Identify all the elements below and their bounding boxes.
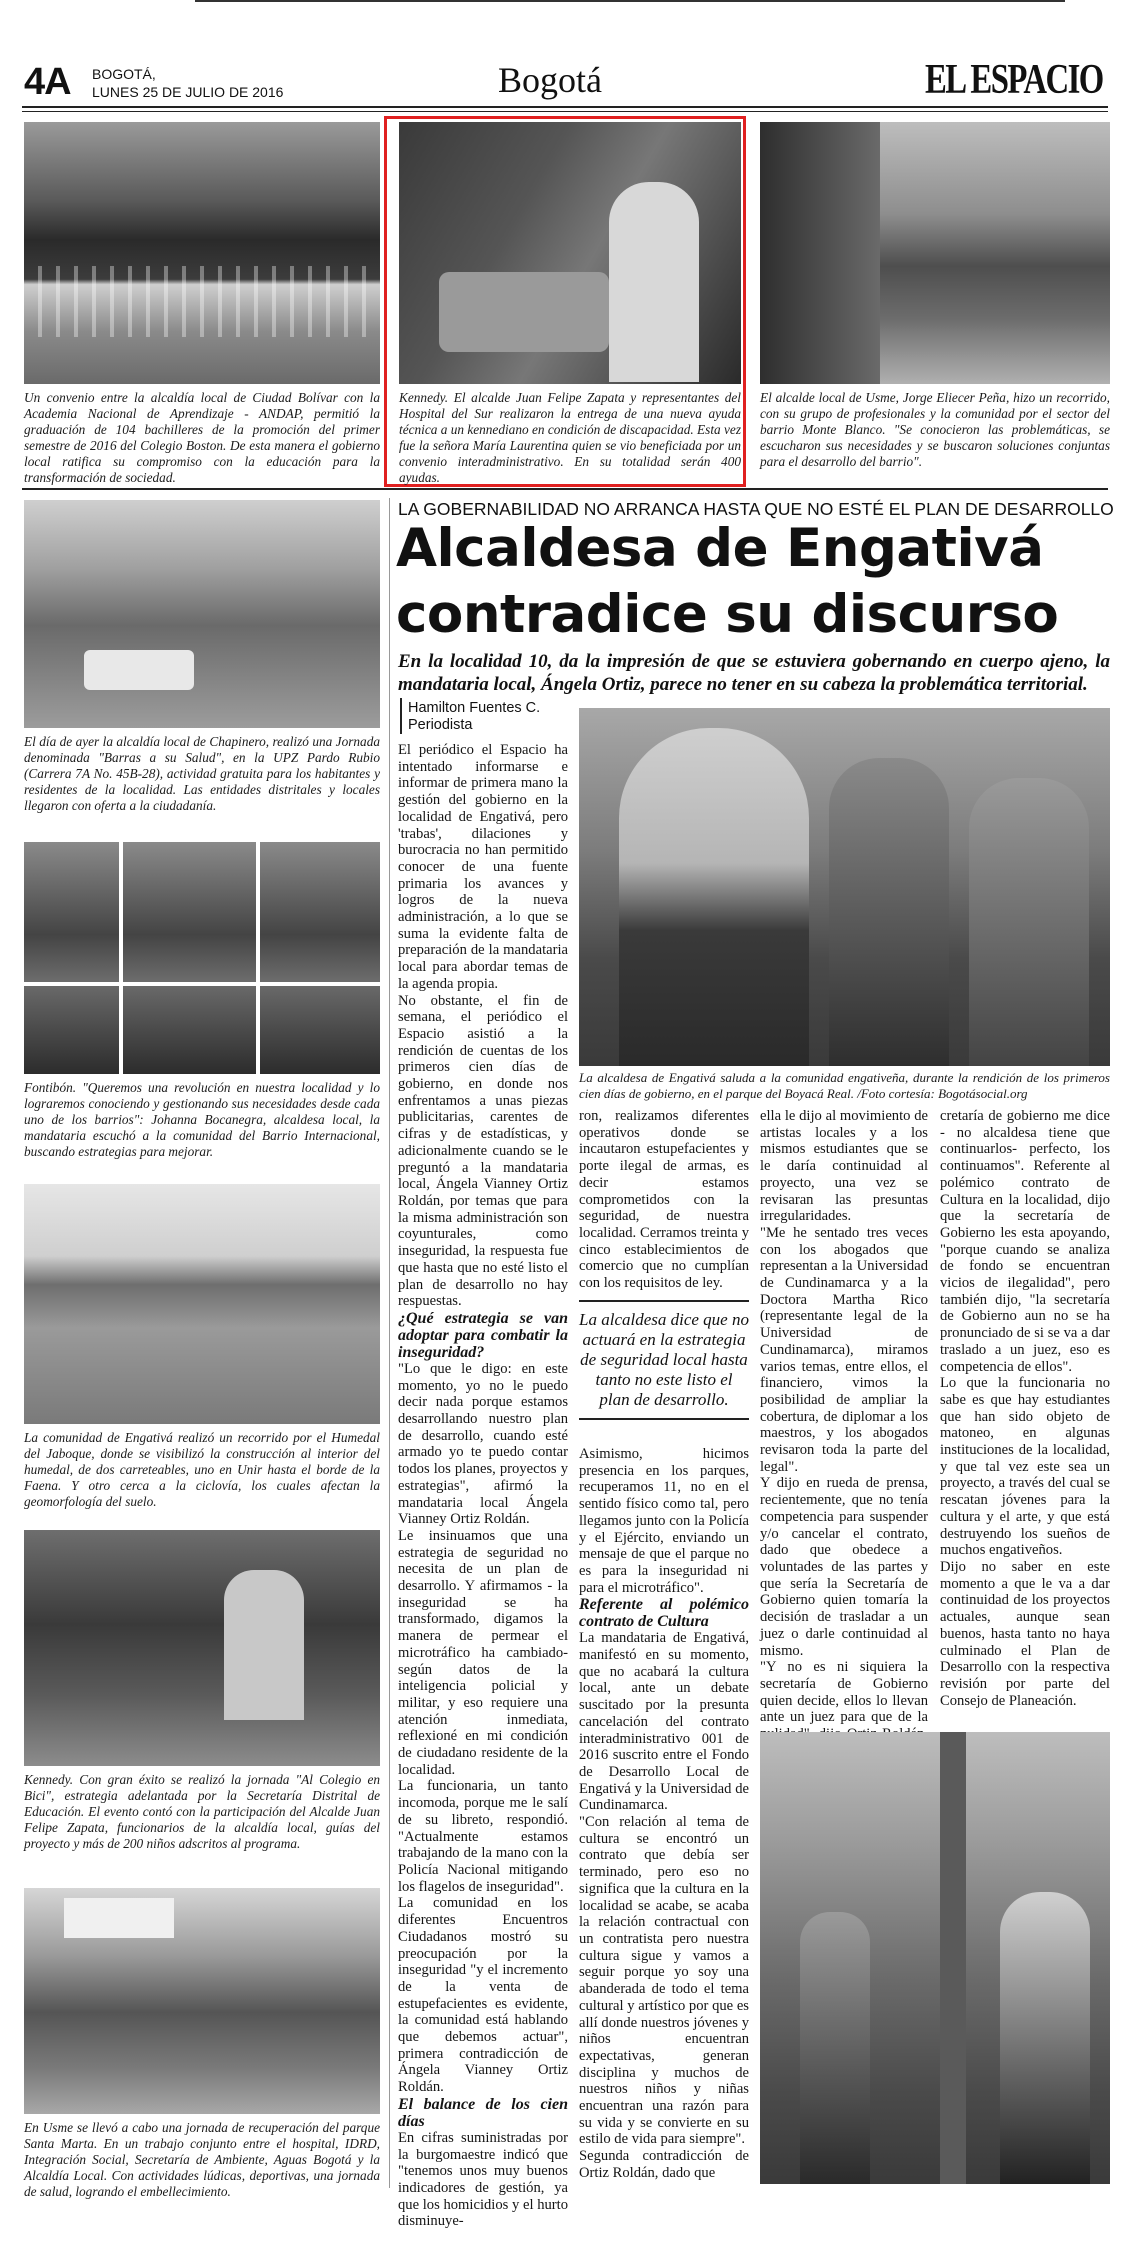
photo-bici <box>24 1530 380 1766</box>
newspaper-logo: EL ESPACIO <box>925 57 1103 103</box>
paragraph: Lo que la funcionaria no sabe es que hay estudiantes que han sido objeto de matoneo, en algunas instituciones de la localidad, y que tal vez este sea un proyecto, a través del cual se rescatan jóvenes para la cultura y el arte, y que está destruyendo los sueños de muchos engativeños. <box>940 1375 1110 1559</box>
paragraph: La comunidad en los diferentes Encuentros Ciudadanos mostró su preocupación por la inseguridad "y el incremento de la venta de estupefacientes es evidente, la comunidad está hablando que debemos actuar", primera contradicción de Ángela Vianney Ortiz Roldán. <box>398 1895 568 2096</box>
caption-bici: Kennedy. Con gran éxito se realizó la jornada "Al Colegio en Bici", estrategia adelantada por la Secretaría Distrital de Educación. El evento contó con la participación del Alcalde Juan Felipe Zapata, funcionarios de la alcaldía local, guías del proyecto y más de 200 niños adscritos al programa. <box>24 1772 380 1851</box>
paragraph: "Con relación al tema de cultura se encontró un contrato que debía ser terminado, pero eso no significa que la cultura en la localidad se acabe, se acaba la relación contractual con un contratista pero nuestra cultura sigue y vamos a seguir porque yo soy una abanderada de todo el tema cultural y artístico por que es allí donde nuestros jóvenes y niños encuentran expectativas, generan disciplina y muchos de nuestros niños y niñas encuentran una razón para su vida y se convierte en su estilo de vida para siempre". <box>579 1814 749 2148</box>
masthead-date: LUNES 25 DE JULIO DE 2016 <box>92 84 284 100</box>
column-divider <box>389 498 390 2188</box>
headline-line-2: contradice su discurso <box>396 584 1059 645</box>
paragraph: Segunda contradicción de Ortiz Roldán, dado que <box>579 2148 749 2181</box>
paragraph: El periódico el Espacio ha intentado informarse e informar de primera mano la gestión del gobierno en la localidad de Engativá, pero 'trabas', dilaciones y burocracia no han permitido conocer de una fuente primaria los avances y logros de la nueva administración, a lo que se suma la evidente falta de preparación de la mandataria local para abordar temas de la agenda propia. <box>398 742 568 992</box>
paragraph: ron, realizamos diferentes operativos donde se incautaron estupefacientes y porte ilegal de armas, es decir estamos comprometidos con la seguridad, de nuestra localidad. Cerramos treinta y cinco establecimientos de comercio que no cumplían con los requisitos de ley. <box>579 1108 749 1292</box>
byline-name: Hamilton Fuentes C. <box>408 700 541 716</box>
caption-santa-marta: En Usme se llevó a cabo una jornada de recuperación del parque Santa Marta. En un trabajo conjunto entre el hospital, IDRD, Integración Social, Secretaría de Ambiente, Aguas Bogotá y la Alcaldía Local. Con actividades lúdicas, deportivas, una jornada de salud, logrando el embellecimiento. <box>24 2120 380 2199</box>
photo-graduation <box>24 122 380 384</box>
caption-disability-aid: Kennedy. El alcalde Juan Felipe Zapata y representantes del Hospital del Sur realizaron la entrega de una nueva ayuda técnica a un kennediano en condición de discapacidad. Esta vez fue la señora María Laurentina quien se vio beneficiada por un convenio interadministrativo. En su totalidad serán 400 ayudas. <box>399 390 741 485</box>
photo-fontibon <box>24 842 380 1074</box>
pull-quote-text: La alcaldesa dice que no actuará en la estrategia de seguridad local hasta tanto no este listo el plan de desarrollo. <box>579 1310 749 1409</box>
caption-chapinero: El día de ayer la alcaldía local de Chapinero, realizó una Jornada denominada "Barras a su Salud", en la UPZ Pardo Rubio (Carrera 7A No. 45B-28), actividad gratuita para los habitantes y residentes de la localidad. Las entidades distritales y locales llegaron con oferta a la ciudadanía. <box>24 734 380 813</box>
subhead-balance: El balance de los cien días <box>398 2095 568 2130</box>
caption-humedal: La comunidad de Engativá realizó un recorrido por el Humedal del Jaboque, donde se visibilizó la construcción al interior del humedal, de dos carreteables, uno en Unir hasta el borde de la Faena. Y otro cerca a la ciclovía, los cuales afectan la geomorfología del suelo. <box>24 1430 380 1509</box>
masthead-rule-thin <box>22 111 1108 112</box>
paragraph: ella le dijo al movimiento de artistas locales y a los mismos estudiantes que se le daría continuidad al proyecto, una vez se revisaran las presuntas irregularidades. <box>760 1108 928 1225</box>
article-deck: En la localidad 10, da la impresión de que se estuviera gobernando en cuerpo ajeno, la mandataria local, Ángela Ortiz, parece no tener en su cabeza la problemática territorial. <box>398 651 1110 695</box>
section-title: Bogotá <box>498 60 602 100</box>
paragraph: Dijo no saber en este momento a que le va a dar continuidad de los proyectos actuales, aunque sean buenos, hasta tanto no haya culminado el Plan de Desarrollo con la respectiva revisión por parte del Consejo de Planeación. <box>940 1558 1110 1709</box>
article-col-2b <box>579 1446 749 2182</box>
subhead-cultura: Referente al polémico contrato de Cultura <box>579 1596 749 1631</box>
article-col-3 <box>760 1108 928 1776</box>
caption-fontibon: Fontibón. "Queremos una revolución en nuestra localidad y lo lograremos conociendo y gestionando sus necesidades desde cada uno de los barrios": Johanna Bocanegra, alcaldesa local, la mandataria escuchó a la comunidad del Barrio Internacional, buscando estrategias para mejorar. <box>24 1080 380 1159</box>
paragraph: Y dijo en rueda de prensa, recientemente, que no tenía competencia para suspender y/o cancelar el contrato, dado que obedece a voluntades de las partes y que sería la Secretaría de Gobierno quien tomaría la decisión de trasladar a un juez o darle continuidad al mismo. <box>760 1475 928 1659</box>
paragraph: En cifras suministradas por la burgomaestre indicó que "tenemos unos muy buenos indicadores de gestión, ya que los homicidios y el hurto disminuye- <box>398 2129 568 2230</box>
top-edge-line <box>195 0 1065 2</box>
paragraph: "Y no es ni siquiera la secretaría de Gobierno quien decide, ellos lo llevan ante un juez para que de la <box>760 1659 928 1726</box>
photo-chapinero <box>24 500 380 728</box>
photo-monte-blanco <box>760 122 1110 384</box>
subhead-strategy: ¿Qué estrategia se van adoptar para combatir la inseguridad? <box>398 1309 568 1361</box>
article-col-4 <box>940 1108 1110 1709</box>
headline-line-1: Alcaldesa de Engativá <box>396 518 1044 579</box>
masthead-rule <box>22 106 1108 108</box>
pull-quote <box>579 1300 749 1420</box>
masthead-city: BOGOTÁ, <box>92 66 156 82</box>
byline-role: Periodista <box>408 717 473 733</box>
article-col-1 <box>398 742 568 2230</box>
paragraph: "Me he sentado tres veces con los abogados que representan a la Universidad de Cundinamarca y a la Doctora Martha Rico (representante legal de la Universidad de Cundinamarca), miramos varios temas, entre ellos, el financiero, vimos la posibilidad de ampliar la cobertura, de diplomar a los maestros, y los abogados revisaron toda la parte del legal". <box>760 1224 928 1475</box>
page-number: 4A <box>24 61 71 103</box>
paragraph: La funcionaria, un tanto incomoda, porque me le salí de su libreto, respondió. "Actualmente estamos trabajando de la mano con la Policía Nacional mitigando los flagelos de inseguridad". <box>398 1778 568 1895</box>
caption-monte-blanco: El alcalde local de Usme, Jorge Eliecer Peña, hizo un recorrido, con su grupo de profesionales y la comunidad por el sector del barrio Monte Blanco. "Se conocieron las problemáticas, se escucharon sus necesidades y se buscaron soluciones conjuntas para el desarrollo del barrio". <box>760 390 1110 469</box>
paragraph: No obstante, el fin de semana, el periódico el Espacio asistió a la rendición de cuentas de los primeros cien días de gobierno, en donde nos enfrentamos a unas piezas publicitarias, carentes de cifras y de estadísticas, y adicionalmente cuando se le preguntó a la mandataria local, Ángela Vianney Ortiz Roldán, por temas que para la misma administración son coyunturales, como inseguridad, la respuesta fue que hasta que no esté listo el plan de desarrollo no hay respuestas. <box>398 992 568 1310</box>
paragraph: "Lo que le digo: en este momento, yo no le puedo decir nada porque estamos desarrollando nuestro plan de desarrollo, cuando esté armado yo te puedo contar todos los planes, proyectos y estrategias", afirmó la mandataria local Ángela Vianney Ortiz Roldán. <box>398 1360 568 1528</box>
paragraph: Asimismo, hicimos presencia en los parques, recuperamos 11, no en el sentido físico como tal, pero llegamos junto con la Policía y el Ejército, enviando un mensaje de que el parque no es para la inseguridad ni para el microtráfico". <box>579 1446 749 1596</box>
photo-alcaldesa <box>579 708 1110 1066</box>
photo-humedal <box>24 1184 380 1424</box>
caption-graduation: Un convenio entre la alcaldía local de Ciudad Bolívar con la Academia Nacional de Aprendizaje - ANDAP, permitió la graduación de 104 bachilleres de la promoción del primer semestre de 2016 del Colegio Boston. De esta manera el gobierno local ratifica su compromiso con la educación para la transformación de sociedad. <box>24 390 380 485</box>
byline-bar <box>400 698 402 734</box>
article-col-2 <box>579 1108 749 1292</box>
article-kicker: LA GOBERNABILIDAD NO ARRANCA HASTA QUE NO ESTÉ EL PLAN DE DESARROLLO <box>398 499 1114 519</box>
section-rule <box>22 488 1108 490</box>
photo-santa-marta <box>24 1888 380 2114</box>
photo-rendicion <box>760 1732 1110 2184</box>
paragraph: La mandataria de Engativá, manifestó en su momento, que no acabará la cultura local, ante un debate suscitado por la presunta cancelación del contrato interadministrativo 001 de 2016 suscrito entre el Fondo de Desarrollo Local de Engativá y la Universidad de Cundinamarca. <box>579 1630 749 1814</box>
paragraph: Le insinuamos que una estrategia de seguridad no necesita de un plan de desarrollo. Y afirmamos - la inseguridad se ha transformado, digamos la manera de permear el microtráfico ha cambiado- según datos de la inteligencia policial y militar, y eso requiere una atención inmediata, reflexioné en mi condición de ciudadano residente de la localidad. <box>398 1527 568 1778</box>
paragraph: cretaría de gobierno me dice - no alcaldesa tiene que continuarlos- perfecto, los continuamos". Referente al polémico contrato de Cultura en la localidad, dijo que la secretaría de Gobierno les esta apoyando, "porque cuando se analiza de fondo se encuentran vicios de ilegalidad", pero también dijo, "la secretaría de Gobierno aun no se ha pronunciado de si se va a dar traslado a un juez, eso es competencia de ellos". <box>940 1108 1110 1375</box>
caption-alcaldesa: La alcaldesa de Engativá saluda a la comunidad engativeña, durante la rendición de los primeros cien días de gobierno, en el parque del Boyacá Real. /Foto cortesía: Bogotásocial.org <box>579 1070 1110 1101</box>
